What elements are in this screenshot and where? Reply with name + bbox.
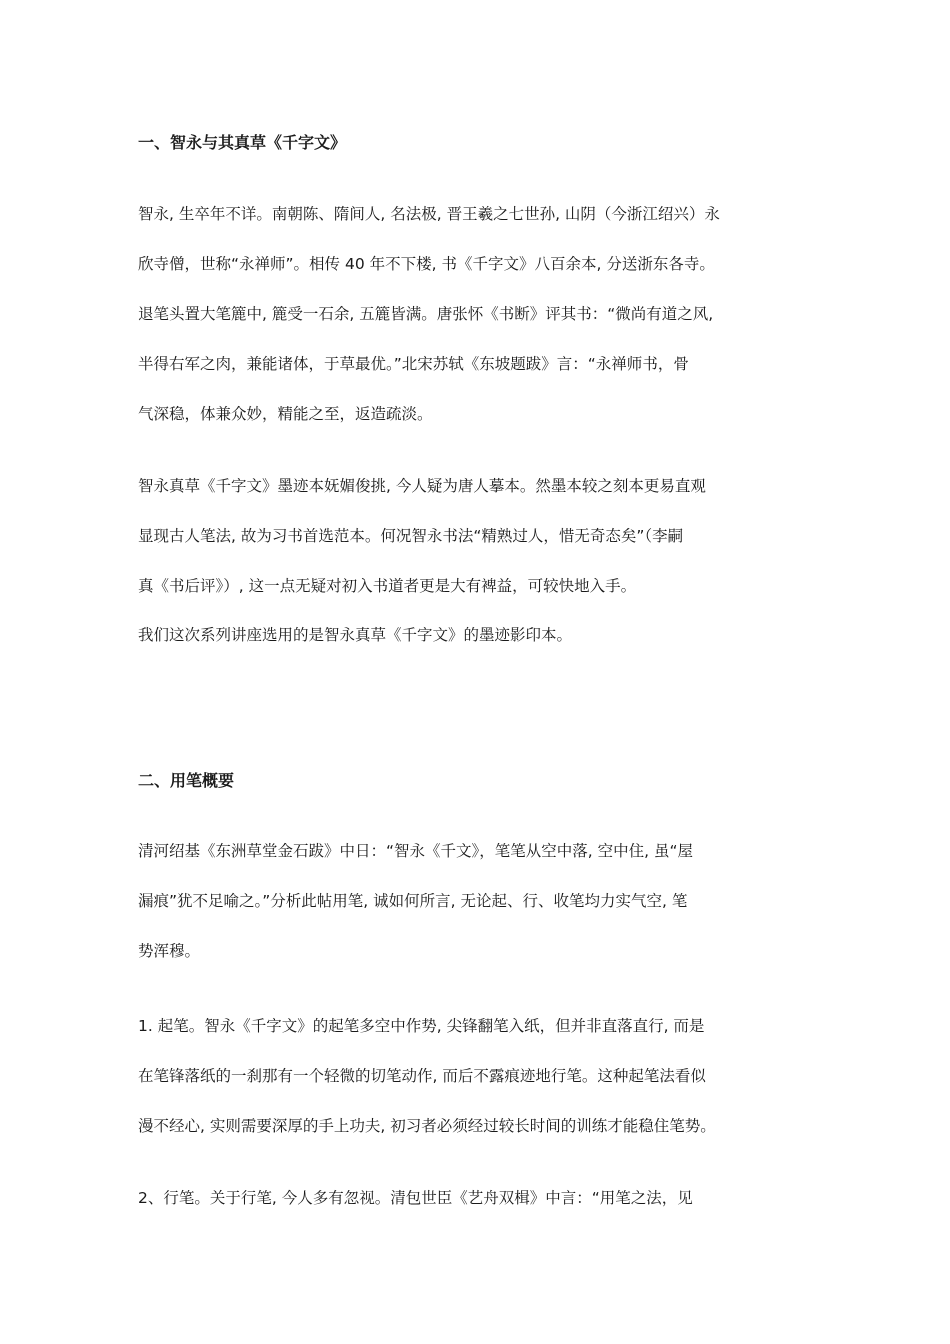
- text-line: 2、行笔。关于行笔, 今人多有忽视。清包世臣《艺舟双楫》中言：“用笔之法，见: [138, 1189, 693, 1207]
- text-line: 我们这次系列讲座选用的是智永真草《千字文》的墨迹影印本。: [138, 626, 573, 644]
- text-line: 智永真草《千字文》墨迹本妩媚俊挑, 今人疑为唐人摹本。然墨本较之刻本更易直观: [138, 477, 706, 495]
- text-line: 在笔锋落纸的一刹那有一个轻微的切笔动作, 而后不露痕迹地行笔。这种起笔法看似: [138, 1067, 706, 1085]
- numbered-item-1: [138, 1001, 828, 1151]
- section1-paragraph-1: [138, 189, 828, 439]
- text-line: 显现古人笔法, 故为习书首选范本。何况智永书法“精熟过人，惜无奇态矣”（李嗣: [138, 527, 684, 545]
- text-line: 漏痕”犹不足喻之。”分析此帖用笔, 诚如何所言, 无论起、行、收笔均力实气空, 笔: [138, 892, 688, 910]
- text-line: 智永, 生卒年不详。南朝陈、隋间人, 名法极, 晋王羲之七世孙, 山阴（今浙江绍兴）永: [138, 205, 720, 223]
- text-line: 欣寺僧，世称“永禅师”。相传 40 年不下楼, 书《千字文》八百余本, 分送浙东各寺。: [138, 255, 715, 273]
- text-line: 气深稳，体兼众妙，精能之至，返造疏淡。: [138, 405, 433, 423]
- section-heading-2: 二、用笔概要: [138, 771, 235, 790]
- text-line: 真《书后评》）, 这一点无疑对初入书道者更是大有裨益，可较快地入手。: [138, 577, 637, 595]
- text-line: 势浑穆。: [138, 942, 201, 960]
- numbered-item-2: [138, 1173, 828, 1223]
- text-line: 半得右军之肉，兼能诸体，于草最优。”北宋苏轼《东坡题跋》言：“永禅师书，骨: [138, 355, 689, 373]
- text-line: 清河绍基《东洲草堂金石跋》中日：“智永《千文》，笔笔从空中落, 空中住, 虽“屋: [138, 842, 694, 860]
- section1-paragraph-2: [138, 461, 828, 660]
- text-line: 漫不经心, 实则需要深厚的手上功夫, 初习者必须经过较长时间的训练才能稳住笔势。: [138, 1117, 716, 1135]
- text-line: 退笔头置大笔簏中, 簏受一石余, 五簏皆满。唐张怀《书断》评其书：“微尚有道之风,: [138, 305, 714, 323]
- text-line: 1. 起笔。智永《千字文》的起笔多空中作势, 尖锋翻笔入纸，但并非直落直行, 而是: [138, 1017, 705, 1035]
- section2-paragraph-1: [138, 826, 828, 976]
- section-heading-1: 一、智永与其真草《千字文》: [138, 133, 347, 152]
